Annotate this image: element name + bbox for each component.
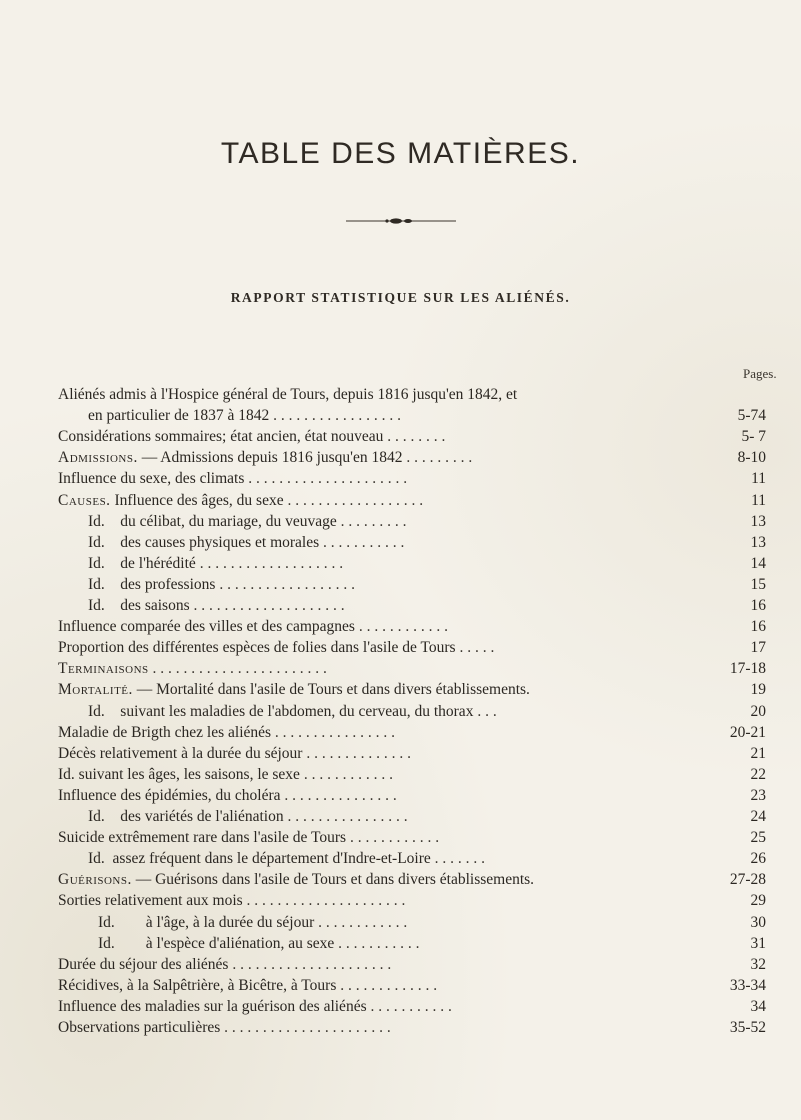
toc-page-number: 32	[750, 955, 766, 973]
toc-entry-text: Influence du sexe, des climats	[58, 470, 245, 488]
toc-entry-text: Décès relativement à la durée du séjour	[58, 744, 303, 762]
toc-entry-label	[58, 954, 391, 975]
toc-page-number: 5-74	[737, 407, 766, 425]
toc-entry-label	[88, 405, 401, 426]
toc-entry-text: Observations particulières	[58, 1019, 221, 1036]
toc-page-number: 30	[750, 913, 766, 931]
toc-page-number: 16	[750, 618, 766, 636]
toc-page-number: 20-21	[729, 723, 766, 741]
toc-entry-text: — Admissions depuis 1816 jusqu'en 1842	[137, 449, 403, 467]
toc-entry-text: Durée du séjour des aliénés	[58, 955, 229, 973]
toc-dot-leader: . . . . . . . . . . . . . . . . . . .	[195, 554, 344, 572]
toc-page-number: 23	[750, 786, 766, 804]
toc-dot-leader: . . . . . . . . . . . . . . . .	[271, 723, 396, 741]
toc-entry	[0, 954, 801, 975]
toc-page-number: 17	[750, 639, 766, 657]
toc-entry-section: Causes.	[58, 491, 111, 509]
toc-dot-leader: . . . . . . . . . . . .	[354, 618, 448, 636]
toc-page-number: 15	[750, 575, 766, 593]
toc-dot-leader: . . . . . . . . . . . .	[346, 829, 440, 847]
toc-page-number: 5- 7	[741, 428, 766, 446]
toc-entry	[0, 933, 801, 954]
toc-entry	[0, 426, 801, 447]
toc-entry-label	[58, 996, 452, 1017]
toc-page-number: 20	[750, 702, 766, 720]
toc-dot-leader: . . . . . . . . . . . . . . .	[280, 786, 397, 804]
toc-dot-leader: . . . . . . . . . . . . . . . . . .	[215, 575, 355, 593]
toc-entry	[0, 679, 801, 700]
toc-entry	[0, 912, 801, 933]
toc-entry-label	[58, 890, 405, 911]
toc-page-number: 26	[750, 850, 766, 868]
toc-entry-text: Id. assez fréquent dans le département d'Indre-et-Loire	[88, 850, 431, 868]
toc-entry	[0, 553, 801, 574]
toc-page-number: 25	[750, 829, 766, 847]
toc-page-number: 35-52	[729, 1019, 766, 1036]
toc-entry-label	[58, 743, 411, 764]
toc-entry	[0, 511, 801, 532]
toc-entry	[0, 890, 801, 911]
pages-column-header: Pages.	[743, 366, 777, 381]
toc-entry	[0, 384, 801, 405]
toc-entry	[0, 447, 801, 468]
toc-page-number: 24	[750, 808, 766, 825]
toc-entry-label	[88, 595, 345, 616]
toc-dot-leader: . . . . . . . . . . .	[334, 934, 420, 952]
toc-entry-text: en particulier de 1837 à 1842	[88, 407, 270, 425]
toc-entry	[0, 616, 801, 637]
toc-page-number: 13	[750, 533, 766, 551]
toc-entry	[0, 1017, 801, 1038]
toc-dot-leader: . . . . . . . . . . . . . . . .	[283, 808, 408, 825]
toc-entry-label	[88, 701, 497, 722]
toc-dot-leader: . . . . . . . . . . . . . . . . .	[269, 407, 401, 425]
toc-entry-text: Considérations sommaires; état ancien, état nouveau	[58, 428, 384, 446]
toc-entry-label	[88, 848, 485, 869]
section-subtitle: RAPPORT STATISTIQUE SUR LES ALIÉNÉS.	[230, 290, 571, 305]
toc-page-number: 29	[750, 892, 766, 910]
toc-entry-label	[58, 616, 448, 637]
toc-entry-text: Id. des professions	[88, 575, 216, 593]
toc-page-number: 21	[750, 744, 766, 762]
toc-entry	[0, 743, 801, 764]
toc-page-number: 34	[750, 997, 766, 1015]
toc-entry	[0, 595, 801, 616]
toc-entry-text: — Guérisons dans l'asile de Tours et dans divers établissements.	[131, 871, 535, 889]
toc-entry-text: Influence des âges, du sexe	[110, 491, 284, 509]
toc-entry-section: Terminaisons	[58, 660, 149, 678]
toc-dot-leader: . . . . . . . . . . . . . . . . . . . . .	[228, 955, 392, 973]
toc-entry-text: Id. à l'espèce d'aliénation, au sexe	[98, 934, 335, 952]
toc-entry-label	[88, 574, 355, 595]
toc-entry-label	[88, 511, 407, 532]
toc-page-number: 31	[750, 934, 766, 952]
toc-entry-label	[58, 869, 534, 890]
toc-entry-label	[58, 975, 437, 996]
toc-entry-text: Récidives, à la Salpêtrière, à Bicêtre, à Tours	[58, 976, 337, 994]
toc-entry-label	[88, 532, 404, 553]
toc-entry	[0, 637, 801, 658]
toc-page-number: 13	[750, 512, 766, 530]
toc-dot-leader: . . . . . . . . . . . . . . . . . . . .	[189, 597, 345, 614]
toc-page-number: 16	[750, 597, 766, 614]
toc-entry	[0, 785, 801, 806]
toc-entry-text: Id. des causes physiques et morales	[88, 533, 320, 551]
toc-dot-leader: . . . . . . . . . . . . . . . . . . . . . .	[220, 1019, 391, 1036]
toc-entry	[0, 869, 801, 890]
toc-entry-text: Influence des maladies sur la guérison des aliénés	[58, 997, 367, 1015]
toc-page-number: 33-34	[729, 976, 766, 994]
toc-dot-leader: . . . . . . . .	[383, 428, 446, 446]
toc-entry	[0, 806, 801, 827]
toc-page-number: 22	[750, 765, 766, 783]
toc-dot-leader: . . . . . . . . . . . .	[314, 913, 408, 931]
toc-entry-text: Id. suivant les âges, les saisons, le sexe	[58, 765, 300, 783]
toc-entry-text: Influence comparée des villes et des campagnes	[58, 618, 355, 636]
toc-entry-text: Id. des variétés de l'aliénation	[88, 808, 284, 825]
toc-entry-label	[58, 679, 530, 700]
toc-page-number: 19	[750, 681, 766, 699]
toc-entry-text: — Mortalité dans l'asile de Tours et dans divers établissements.	[132, 681, 530, 699]
toc-page-number: 11	[751, 470, 766, 488]
toc-dot-leader: . . . . . . . . . . . .	[299, 765, 393, 783]
toc-entry-label	[58, 637, 494, 658]
toc-entry-text: Proportion des différentes espèces de folies dans l'asile de Tours	[58, 639, 456, 657]
page-title: TABLE DES MATIÈRES.	[220, 137, 581, 170]
toc-dot-leader: . . . . . . . . . . . . . . . . . . . . .	[244, 470, 408, 488]
toc-page-number: 27-28	[729, 871, 766, 889]
toc-dot-leader: . . . . . . . . . . . . . .	[302, 744, 411, 762]
toc-dot-leader: . . . . .	[455, 639, 495, 657]
toc-entry-label	[98, 933, 420, 954]
toc-entry-label	[58, 827, 439, 848]
toc-page-number: 17-18	[729, 660, 766, 678]
toc-entry	[0, 764, 801, 785]
toc-entry-text: Maladie de Brigth chez les aliénés	[58, 723, 272, 741]
toc-entry-label	[58, 447, 472, 468]
toc-entry-text: Id. du célibat, du mariage, du veuvage	[88, 512, 337, 530]
toc-entry-text: Id. suivant les maladies de l'abdomen, du cerveau, du thorax	[88, 702, 474, 720]
toc-dot-leader: . . . . . . . . .	[402, 449, 473, 467]
toc-entry	[0, 658, 801, 679]
toc-entry	[0, 975, 801, 996]
toc-entry-label	[58, 490, 423, 511]
toc-entry-label	[58, 785, 397, 806]
toc-entry-text: Influence des épidémies, du choléra	[58, 786, 281, 804]
toc-entry-text: Id. de l'hérédité	[88, 554, 196, 572]
toc-entry	[0, 574, 801, 595]
toc-dot-leader: . . . . . . . . . . .	[319, 533, 405, 551]
toc-dot-leader: . . . . . . . . .	[336, 512, 407, 530]
toc-entry-text: Id. des saisons	[88, 597, 190, 614]
toc-entry	[0, 848, 801, 869]
toc-entry	[0, 701, 801, 722]
toc-entry-label	[58, 722, 395, 743]
toc-entry-label	[58, 658, 327, 679]
toc-entry	[0, 532, 801, 553]
toc-dot-leader: . . . . . . .	[430, 850, 486, 868]
toc-entry-label	[88, 806, 408, 827]
toc-entry	[0, 996, 801, 1017]
toc-entry-text: Aliénés admis à l'Hospice général de Tours, depuis 1816 jusqu'en 1842, et	[58, 386, 518, 403]
toc-dot-leader: . . . . . . . . . . . . .	[336, 976, 438, 994]
toc-dot-leader: . . . . . . . . . . . . . . . . . .	[283, 491, 424, 509]
toc-dot-leader: . . . . . . . . . . . . . . . . . . . . . . .	[148, 660, 327, 678]
toc-entry-label	[58, 764, 393, 785]
decorative-rule-icon	[346, 216, 456, 226]
toc-entry-text: Sorties relativement aux mois	[58, 892, 243, 910]
toc-entry	[0, 722, 801, 743]
toc-entry-text: Id. à l'âge, à la durée du séjour	[98, 913, 315, 931]
toc-entry-section: Mortalité.	[58, 681, 133, 699]
toc-entry	[0, 468, 801, 489]
toc-entry-label	[88, 553, 343, 574]
toc-page-number: 14	[750, 554, 766, 572]
toc-page-number: 11	[751, 491, 766, 509]
toc-entry-label	[58, 468, 407, 489]
toc-entry-text: Suicide extrêmement rare dans l'asile de Tours	[58, 829, 347, 847]
toc-page-number: 8-10	[737, 449, 766, 467]
toc-entry-section: Guérisons.	[58, 871, 132, 889]
toc-entry-section: Admissions.	[58, 449, 138, 467]
toc-dot-leader: . . . . . . . . . . .	[366, 997, 452, 1015]
toc-entry	[0, 405, 801, 426]
toc-entry-label	[58, 384, 517, 405]
toc-entry	[0, 490, 801, 511]
toc-entry	[0, 827, 801, 848]
toc-dot-leader: . . . . . . . . . . . . . . . . . . . . .	[242, 892, 406, 910]
toc-entry-label	[58, 426, 445, 447]
toc-dot-leader: . . .	[473, 702, 497, 720]
toc-entry-label	[58, 1017, 391, 1038]
toc-entry-label	[98, 912, 407, 933]
